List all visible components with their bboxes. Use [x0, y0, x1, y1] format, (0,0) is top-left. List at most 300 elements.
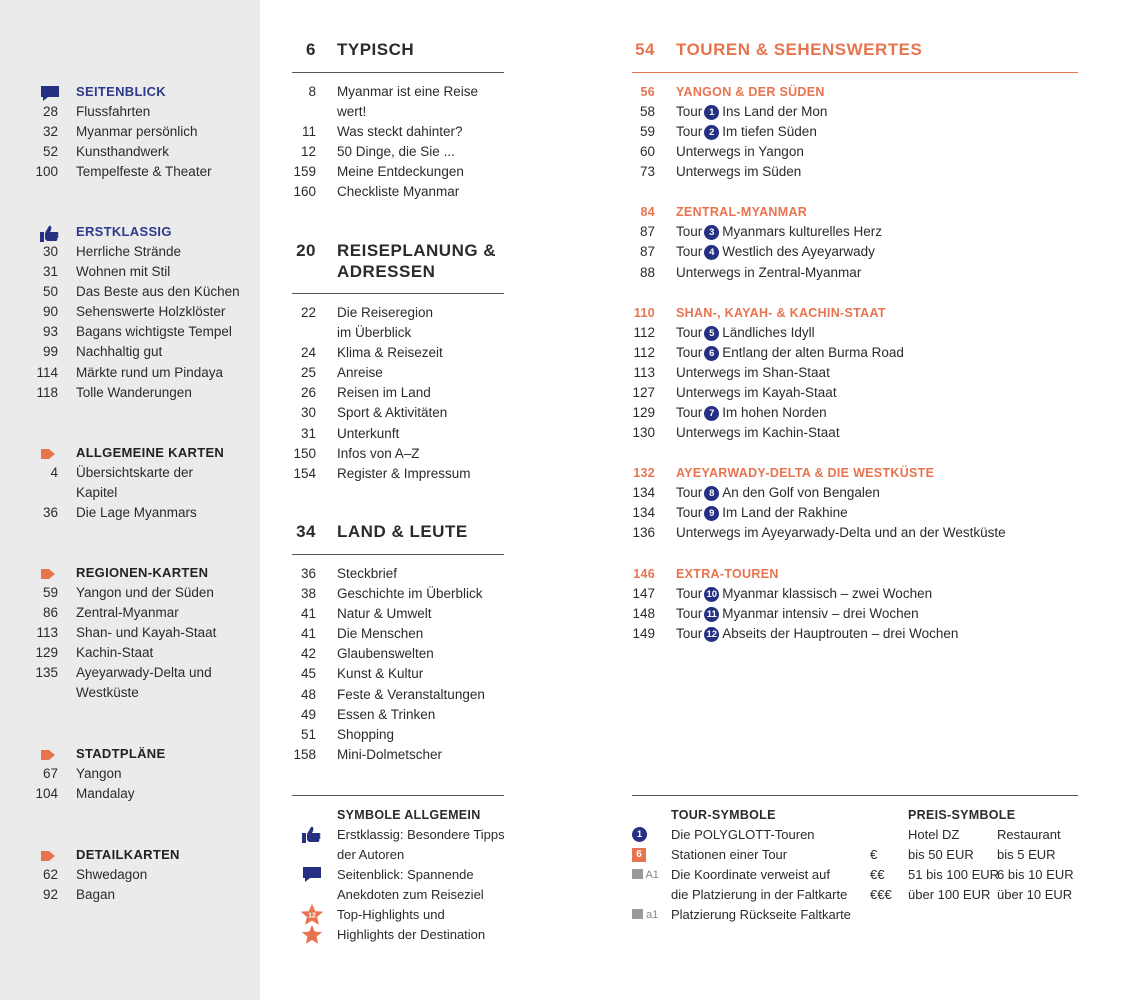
entry-label: Bagan — [76, 887, 116, 903]
legend-title: SYMBOLE ALLGEMEIN — [337, 808, 481, 822]
legend-text: Erstklassig: Besondere Tipps — [337, 827, 505, 842]
entry-label-wrap — [676, 343, 1136, 363]
star-number: 12 — [308, 912, 316, 920]
page-number: 31 — [300, 425, 316, 441]
entry-label: Shopping — [337, 726, 395, 742]
page-number: 113 — [36, 625, 58, 641]
tour-entry — [0, 584, 1136, 604]
page-number: 147 — [632, 585, 655, 601]
entry-label: Ländliches Idyll — [722, 324, 815, 340]
page-number: 134 — [632, 485, 655, 501]
page-number: 146 — [633, 566, 655, 581]
coord-label: a1 — [646, 909, 659, 922]
legend-text: die Platzierung in der Faltkarte — [671, 887, 848, 903]
divider — [292, 795, 504, 796]
section-title-line2: ADRESSEN — [337, 262, 436, 281]
touren-list — [0, 82, 1136, 644]
entry-label: Yangon und der Süden — [76, 585, 214, 600]
touren-group — [0, 564, 1136, 644]
entry-label: Shan- und Kayah-Staat — [76, 625, 217, 641]
region-title: AYEYARWADY-DELTA & DIE WESTKÜSTE — [676, 466, 935, 481]
entry-label: An den Golf von Bengalen — [722, 485, 880, 501]
region-title: EXTRA-TOUREN — [676, 566, 779, 581]
tour-number-badge: 3 — [704, 225, 719, 240]
tour-word: Tour — [676, 485, 703, 501]
legend-text: Platzierung Rückseite Faltkarte — [671, 907, 851, 923]
page-number: 30 — [300, 405, 316, 421]
legend-text: Stationen einer Tour — [671, 847, 788, 863]
toc-entry — [0, 523, 1136, 543]
price-restaurant: bis 5 EUR — [997, 847, 1056, 863]
region-title: ZENTRAL-MYANMAR — [676, 205, 808, 220]
entry-label: Die Reiseregion — [337, 305, 434, 320]
price-symbol: € — [870, 847, 878, 863]
tour-entry — [0, 242, 1136, 262]
entry-label: Was steckt dahinter? — [337, 124, 463, 140]
page-number: 129 — [632, 405, 655, 421]
entry-label: Tolle Wanderungen — [76, 384, 192, 400]
page-number: 150 — [293, 445, 316, 461]
region-title: YANGON & DER SÜDEN — [676, 85, 825, 99]
toc-entry — [0, 644, 520, 664]
tour-word: Tour — [676, 224, 703, 240]
page-number: 56 — [640, 85, 655, 99]
divider — [632, 795, 1078, 796]
entry-label-wrap — [676, 222, 1136, 242]
legend-row — [292, 825, 522, 845]
legend-tour-symbole — [632, 805, 902, 925]
toc-entry — [0, 162, 1136, 182]
entry-label: Klima & Reisezeit — [337, 345, 443, 361]
sidebar-section-title: SEITENBLICK — [76, 84, 166, 99]
page-number: 93 — [42, 324, 58, 340]
page-number: 58 — [639, 104, 655, 119]
touren-group — [0, 82, 1136, 182]
section-title: REISEPLANUNG & — [337, 241, 497, 260]
legend-row — [292, 885, 522, 905]
tour-number-badge: 2 — [704, 125, 719, 140]
region-heading — [0, 564, 1136, 584]
page-number: 41 — [300, 626, 316, 642]
column-hotel: Hotel DZ — [908, 827, 960, 842]
page-number: 118 — [36, 384, 58, 400]
price-symbol: €€€ — [870, 887, 892, 903]
section-title: LAND & LEUTE — [337, 522, 468, 541]
tour-entry — [0, 343, 1136, 363]
entry-label: Infos von A–Z — [337, 445, 420, 461]
entry-label: Unterwegs im Süden — [676, 164, 802, 180]
page-number: 48 — [300, 686, 316, 702]
page-number: 127 — [632, 384, 655, 400]
entry-label: Ayeyarwady-Delta und — [76, 665, 212, 681]
entry-label: Unterwegs im Kachin-Staat — [676, 425, 840, 441]
tour-number-badge: 9 — [704, 506, 719, 521]
station-badge-icon: 6 — [632, 848, 646, 862]
entry-label: Abseits der Hauptrouten – drei Wochen — [722, 625, 959, 641]
entry-label: Das Beste aus den Küchen — [76, 284, 240, 300]
page-number: 24 — [300, 345, 316, 361]
entry-label: Unterwegs im Ayeyarwady-Delta und an der Westküste — [676, 525, 1006, 541]
entry-label: Essen & Trinken — [337, 706, 436, 722]
touren-group — [0, 463, 1136, 543]
sidebar-section-heading — [0, 845, 260, 865]
tour-number-badge: 8 — [704, 486, 719, 501]
tour-word: Tour — [676, 405, 703, 421]
tour-entry — [0, 604, 1136, 624]
legend-text: Anekdoten zum Reiseziel — [337, 887, 484, 903]
entry-label-wrap — [676, 363, 1136, 383]
entry-label: Ins Land der Mon — [722, 104, 828, 119]
page-number: 90 — [42, 304, 58, 320]
entry-label-wrap — [676, 323, 1136, 343]
tour-word: Tour — [676, 505, 703, 521]
numbered-star-icon — [301, 904, 323, 925]
legend-row — [292, 925, 522, 945]
page-number: 104 — [35, 786, 58, 802]
entry-label: Bagans wichtigste Tempel — [76, 324, 232, 340]
region-title: SHAN-, KAYAH- & KACHIN-STAAT — [676, 305, 886, 320]
page-number: 4 — [50, 465, 58, 480]
page-number: 134 — [632, 505, 655, 521]
page-number: 136 — [632, 525, 655, 541]
entry-label: Checkliste Myanmar — [337, 184, 460, 200]
sidebar-section-title: STADTPLÄNE — [76, 746, 166, 761]
legend-row — [292, 865, 522, 885]
coord-label: A1 — [645, 869, 659, 882]
tour-entry — [0, 503, 1136, 523]
price-row — [870, 845, 1080, 865]
tour-number-badge: 6 — [704, 346, 719, 361]
toc-entry — [0, 725, 520, 745]
legend-row — [632, 905, 902, 925]
tour-entry — [0, 122, 1136, 142]
entry-label: Mini-Dolmetscher — [337, 746, 443, 762]
entry-label: Kachin-Staat — [76, 645, 154, 661]
price-restaurant: 6 bis 10 EUR — [997, 867, 1074, 883]
entry-label-wrap — [676, 122, 1136, 142]
price-hotel: 51 bis 100 EUR — [908, 867, 1000, 883]
toc-entry — [0, 764, 260, 784]
region-heading — [0, 303, 1136, 323]
entry-label: Mandalay — [76, 786, 135, 802]
toc-entry — [0, 423, 1136, 443]
page-number: 100 — [35, 164, 58, 180]
entry-label-wrap — [676, 263, 1136, 283]
thumbs-up-icon — [302, 826, 321, 843]
page-number: 149 — [632, 625, 655, 641]
toc-entry — [0, 784, 260, 804]
legend-row — [632, 845, 902, 865]
entry-label: Unterwegs in Zentral-Myanmar — [676, 264, 862, 280]
entry-label: Myanmar persönlich — [76, 124, 198, 140]
entry-label: Myanmar intensiv – drei Wochen — [722, 605, 919, 621]
folded-map-icon — [632, 909, 643, 919]
sidebar-section-title: REGIONEN-KARTEN — [76, 565, 209, 580]
entry-label: Tempelfeste & Theater — [76, 164, 212, 180]
legend-header-row — [870, 825, 1080, 845]
legend-text: Die Koordinate verweist auf — [671, 867, 830, 883]
entry-label: Kunst & Kultur — [337, 666, 424, 682]
toc-entry — [0, 664, 520, 684]
page-number: 73 — [639, 164, 655, 180]
entry-label: Im Land der Rakhine — [722, 505, 848, 521]
page-number: 135 — [35, 665, 58, 681]
tour-number-badge: 12 — [704, 627, 719, 642]
entry-label: Natur & Umwelt — [337, 606, 432, 622]
tour-entry — [0, 624, 1136, 644]
page-number: 38 — [300, 586, 316, 602]
tour-entry — [0, 102, 1136, 122]
star-icon — [301, 924, 323, 945]
region-heading — [0, 82, 1136, 102]
toc-entry — [0, 263, 1136, 283]
tour-number-badge: 11 — [704, 607, 719, 622]
entry-label: Sport & Aktivitäten — [337, 405, 448, 421]
legend-text: Highlights der Destination — [337, 927, 486, 943]
entry-label: Übersichtskarte der — [76, 465, 194, 480]
tour-word: Tour — [676, 344, 703, 360]
page-number: 112 — [633, 344, 655, 360]
entry-label: Märkte rund um Pindaya — [76, 364, 224, 380]
entry-label: Entlang der alten Burma Road — [722, 344, 904, 360]
price-row — [870, 865, 1080, 885]
page-number: 132 — [633, 466, 655, 481]
page-number: 87 — [639, 224, 655, 240]
page-number: 26 — [300, 385, 316, 401]
touren-group — [0, 303, 1136, 444]
entry-label: Die Lage Myanmars — [76, 505, 197, 521]
entry-label-wrap — [676, 423, 1136, 443]
tour-word: Tour — [676, 605, 703, 621]
entry-label: Steckbrief — [337, 566, 398, 581]
sidebar-section-title: ALLGEMEINE KARTEN — [76, 445, 225, 460]
toc-entry — [0, 885, 260, 905]
page-number: 158 — [293, 746, 316, 762]
page-number: 52 — [42, 144, 58, 160]
toc-entry — [0, 383, 1136, 403]
page-number: 60 — [639, 144, 655, 160]
sidebar-section-detailkarten — [0, 845, 260, 905]
legend-row — [292, 905, 522, 925]
section-number: 6 — [306, 40, 316, 59]
page-number: 62 — [42, 867, 58, 882]
page-number: 129 — [35, 645, 58, 661]
entry-label-wrap — [676, 102, 1136, 122]
tour-number-badge: 1 — [704, 105, 719, 120]
sidebar-section-title: DETAILKARTEN — [76, 847, 180, 862]
page-number: 154 — [293, 465, 316, 481]
entry-label-wrap — [676, 242, 1136, 262]
price-hotel: bis 50 EUR — [908, 847, 974, 863]
tour-entry — [0, 483, 1136, 503]
sidebar-section-title: ERSTKLASSIG — [76, 224, 172, 239]
tour-number-badge: 10 — [704, 587, 719, 602]
entry-label-wrap — [676, 403, 1136, 423]
entry-label: Myanmar ist eine Reise — [337, 84, 479, 99]
tour-word: Tour — [676, 244, 703, 260]
tour-number-badge: 4 — [704, 245, 719, 260]
page-number: 49 — [300, 706, 316, 722]
tour-word: Tour — [676, 104, 703, 119]
legend-symbole-allgemein — [292, 805, 522, 946]
entry-label: Nachhaltig gut — [76, 344, 163, 360]
entry-label: Herrliche Strände — [76, 244, 182, 259]
entry-label: Myanmars kulturelles Herz — [722, 224, 883, 240]
tour-entry — [0, 403, 1136, 423]
entry-label: Yangon — [76, 766, 122, 781]
entry-label: Sehenswerte Holzklöster — [76, 304, 226, 320]
page-number: 112 — [633, 324, 655, 340]
toc-entry — [0, 142, 1136, 162]
legend-title: TOUR-SYMBOLE — [671, 808, 776, 822]
page-number: 87 — [639, 244, 655, 260]
page-number: 59 — [639, 124, 655, 140]
legend-text: Top-Highlights und — [337, 907, 445, 923]
entry-label: Kunsthandwerk — [76, 144, 170, 160]
entry-label: Register & Impressum — [337, 465, 471, 481]
entry-label-wrap — [676, 142, 1136, 162]
price-row — [870, 885, 1080, 905]
region-heading — [0, 463, 1136, 483]
entry-label: Reisen im Land — [337, 385, 431, 401]
section-title: TOUREN & SEHENSWERTES — [676, 40, 923, 59]
legend-text: Die POLYGLOTT-Touren — [671, 827, 815, 842]
toc-entry — [0, 685, 520, 705]
tour-number-badge: 5 — [704, 326, 719, 341]
page-number: 32 — [42, 124, 58, 140]
map-coordinate-icon — [632, 905, 658, 925]
entry-label-wrap — [676, 624, 1136, 644]
entry-label: Meine Entdeckungen — [337, 164, 464, 180]
map-marker-icon — [40, 848, 60, 864]
page-number: 160 — [293, 184, 316, 200]
page-number: 50 — [42, 284, 58, 300]
toc-entry — [0, 865, 260, 885]
page-number: 67 — [42, 766, 58, 781]
entry-label-wrap — [676, 162, 1136, 182]
page-number: 28 — [42, 104, 58, 119]
page-number: 36 — [42, 505, 58, 521]
page-number: 51 — [300, 726, 316, 742]
page-number: 130 — [632, 425, 655, 441]
entry-label: 50 Dinge, die Sie ... — [337, 144, 455, 160]
entry-label: Wohnen mit Stil — [76, 264, 171, 280]
legend-title: PREIS-SYMBOLE — [908, 808, 1016, 822]
price-hotel: über 100 EUR — [908, 887, 991, 903]
folded-map-icon — [632, 869, 643, 879]
entry-label: Westlich des Ayeyarwady — [722, 244, 875, 260]
page-number: 88 — [639, 264, 655, 280]
legend-preis-symbole — [870, 805, 1080, 905]
column-restaurant: Restaurant — [997, 827, 1061, 842]
entry-label: Shwedagon — [76, 867, 148, 882]
page-number: 84 — [640, 205, 655, 220]
section-title: TYPISCH — [337, 40, 415, 59]
entry-label: Unterkunft — [337, 425, 400, 441]
tour-word: Tour — [676, 625, 703, 641]
page-number: 41 — [300, 606, 316, 622]
page-number: 114 — [36, 364, 58, 380]
page-number: 99 — [42, 344, 58, 360]
entry-label: Myanmar klassisch – zwei Wochen — [722, 585, 933, 601]
tour-badge-icon: 1 — [632, 827, 647, 842]
page-number: 25 — [300, 365, 316, 381]
entry-label: Kapitel — [76, 485, 118, 501]
page-number: 113 — [633, 364, 655, 380]
page-number: 11 — [301, 124, 316, 140]
page-number: 159 — [293, 164, 316, 180]
legend-row — [292, 845, 522, 865]
divider — [632, 72, 1078, 73]
entry-label: Im tiefen Süden — [722, 124, 817, 140]
page-number: 31 — [42, 264, 58, 280]
page-number: 92 — [42, 887, 58, 903]
page-number: 110 — [633, 305, 655, 320]
tour-word: Tour — [676, 585, 703, 601]
entry-label: Feste & Veranstaltungen — [337, 686, 485, 702]
page-number: 148 — [632, 605, 655, 621]
price-symbol: €€ — [870, 867, 885, 883]
tour-entry — [0, 323, 1136, 343]
page-number: 36 — [300, 566, 316, 581]
entry-label-wrap — [676, 523, 1136, 543]
entry-label: Geschichte im Überblick — [337, 586, 483, 602]
divider — [292, 72, 504, 73]
entry-label: wert! — [337, 104, 367, 120]
toc-entry — [0, 705, 520, 725]
map-coordinate-icon — [632, 865, 659, 885]
tour-word: Tour — [676, 324, 703, 340]
entry-label-wrap — [676, 604, 1136, 624]
entry-label: Anreise — [337, 365, 383, 381]
entry-label: Im hohen Norden — [722, 405, 827, 421]
entry-label: Unterwegs im Kayah-Staat — [676, 384, 837, 400]
section-number: 34 — [296, 522, 316, 541]
entry-label: Westküste — [76, 685, 139, 701]
section-number: 54 — [635, 40, 655, 59]
page-number: 42 — [300, 646, 316, 662]
legend-row — [632, 825, 902, 845]
speech-bubble-icon — [302, 866, 322, 883]
page-number: 8 — [308, 84, 316, 99]
toc-entry — [0, 363, 1136, 383]
toc-entry — [0, 745, 520, 765]
section-number: 20 — [296, 241, 316, 260]
legend-row — [632, 885, 902, 905]
entry-label: Zentral-Myanmar — [76, 605, 179, 621]
entry-label-wrap — [676, 584, 1136, 604]
page-number: 30 — [42, 244, 58, 259]
entry-label: Die Menschen — [337, 626, 424, 642]
entry-label-wrap — [676, 383, 1136, 403]
entry-label-wrap — [676, 503, 1136, 523]
entry-label: im Überblick — [337, 325, 412, 341]
entry-label: Flussfahrten — [76, 104, 151, 119]
tour-word: Tour — [676, 124, 703, 140]
legend-row — [632, 865, 902, 885]
page-number: 45 — [300, 666, 316, 682]
region-heading — [0, 202, 1136, 222]
entry-label-wrap — [676, 483, 1136, 503]
legend-text: der Autoren — [337, 847, 405, 863]
tour-number-badge: 7 — [704, 406, 719, 421]
tour-entry — [0, 222, 1136, 242]
page-number: 22 — [300, 305, 316, 320]
entry-label: Unterwegs im Shan-Staat — [676, 364, 830, 380]
touren-group — [0, 202, 1136, 282]
price-restaurant: über 10 EUR — [997, 887, 1073, 903]
legend-text: Seitenblick: Spannende — [337, 867, 474, 883]
